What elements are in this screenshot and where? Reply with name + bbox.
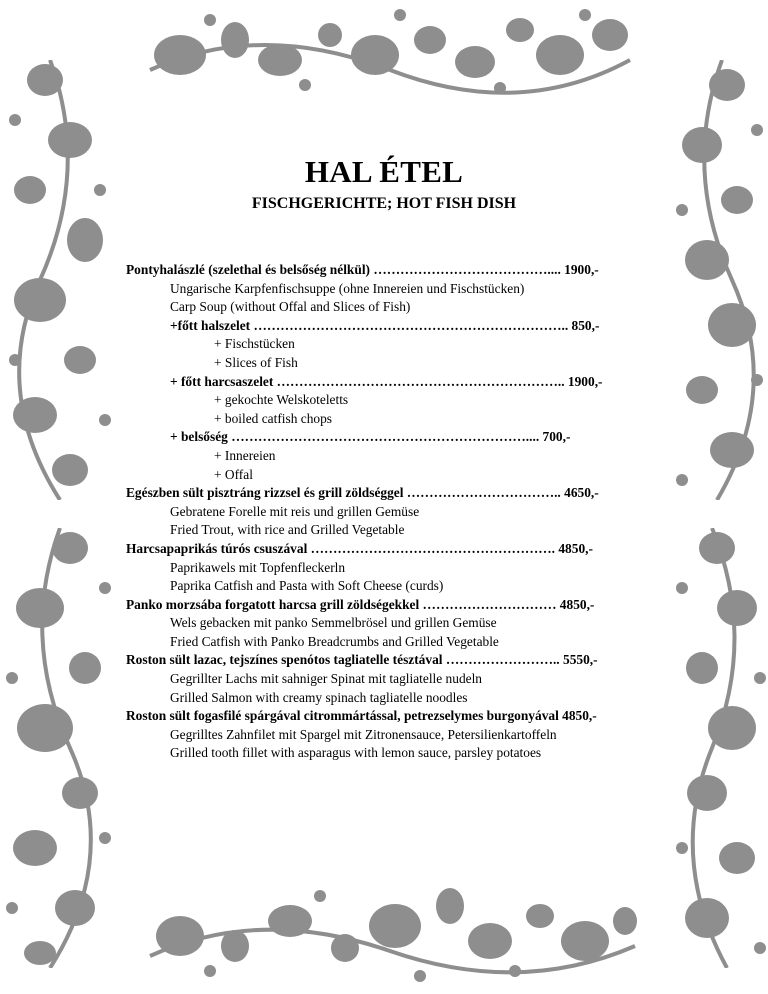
floral-ornament-icon (140, 0, 640, 100)
menu-item-description: + Offal (214, 466, 253, 482)
floral-ornament-icon (0, 60, 120, 500)
menu-item-description: Paprikawels mit Topfenfleckerln (170, 559, 346, 575)
menu-item-description: Gegrillter Lachs mit sahniger Spinat mit tagliatelle nudeln (170, 671, 482, 687)
page-subtitle: FISCHGERICHTE; HOT FISH DISH (251, 195, 517, 212)
menu-item-title: Roston sült lazac, tejszínes spenótos tagliatelle tésztával …………………….. 5550,- (126, 652, 598, 668)
menu-item-description: Ungarische Karpfenfischsuppe (ohne Innereien und Fischstücken) (170, 280, 525, 296)
menu-item-title: + belsőség ………………………………………………………….... 700,- (170, 429, 571, 445)
menu-item-description: + Fischstücken (214, 336, 295, 352)
floral-ornament-icon (140, 876, 640, 986)
menu-item-description: Wels gebacken mit panko Semmelbrösel und grillen Gemüse (170, 615, 497, 631)
menu-item-description: Grilled Salmon with creamy spinach tagliatelle noodles (170, 689, 468, 705)
floral-ornament-icon (672, 528, 768, 968)
menu-item-title: +főtt halszelet …………………………………………………………….. 850,- (170, 317, 600, 333)
menu-item-description: + Innereien (214, 447, 276, 463)
menu-item-description: Grilled tooth fillet with asparagus with lemon sauce, parsley potatoes (170, 745, 542, 761)
menu-item-description: + boiled catfish chops (214, 410, 332, 426)
menu-item-title: + főtt harcsaszelet ……………………………………………………….. 1900,- (170, 373, 603, 389)
menu-list (126, 261, 666, 763)
menu-item-description: Carp Soup (without Offal and Slices of Fish) (170, 299, 411, 315)
menu-item-title: Pontyhalászlé (szelethal és belsőség nélkül) ………………………………….... 1900,- (126, 262, 599, 277)
floral-ornament-icon (0, 528, 120, 968)
menu-item-description: + Slices of Fish (214, 354, 298, 370)
menu-item-description: + gekochte Welskoteletts (214, 392, 349, 408)
floral-ornament-icon (672, 60, 768, 500)
menu-item-description: Gebratene Forelle mit reis und grillen Gemüse (170, 503, 420, 519)
menu-item-description: Paprika Catfish and Pasta with Soft Cheese (curds) (170, 578, 444, 594)
menu-item-description: Fried Catfish with Panko Breadcrumbs and Grilled Vegetable (170, 633, 499, 649)
menu-item-description: Gegrilltes Zahnfilet mit Spargel mit Zitronensauce, Petersilienkartoffeln (170, 726, 557, 742)
menu-item-title: Egészben sült pisztráng rizzsel és grill zöldséggel …………………………….. 4650,- (126, 485, 599, 501)
page-title: HAL ÉTEL (304, 154, 464, 189)
menu-item-description: Fried Trout, with rice and Grilled Vegetable (170, 522, 405, 538)
menu-item-title: Roston sült fogasfilé spárgával citrommártással, petrezselymes burgonyával 4850,- (126, 708, 597, 724)
menu-item-title: Harcsapaprikás túrós csuszával ………………………………………………. 4850,- (126, 540, 593, 556)
menu-item-title: Panko morzsába forgatott harcsa grill zöldségekkel ………………………… 4850,- (126, 596, 595, 612)
